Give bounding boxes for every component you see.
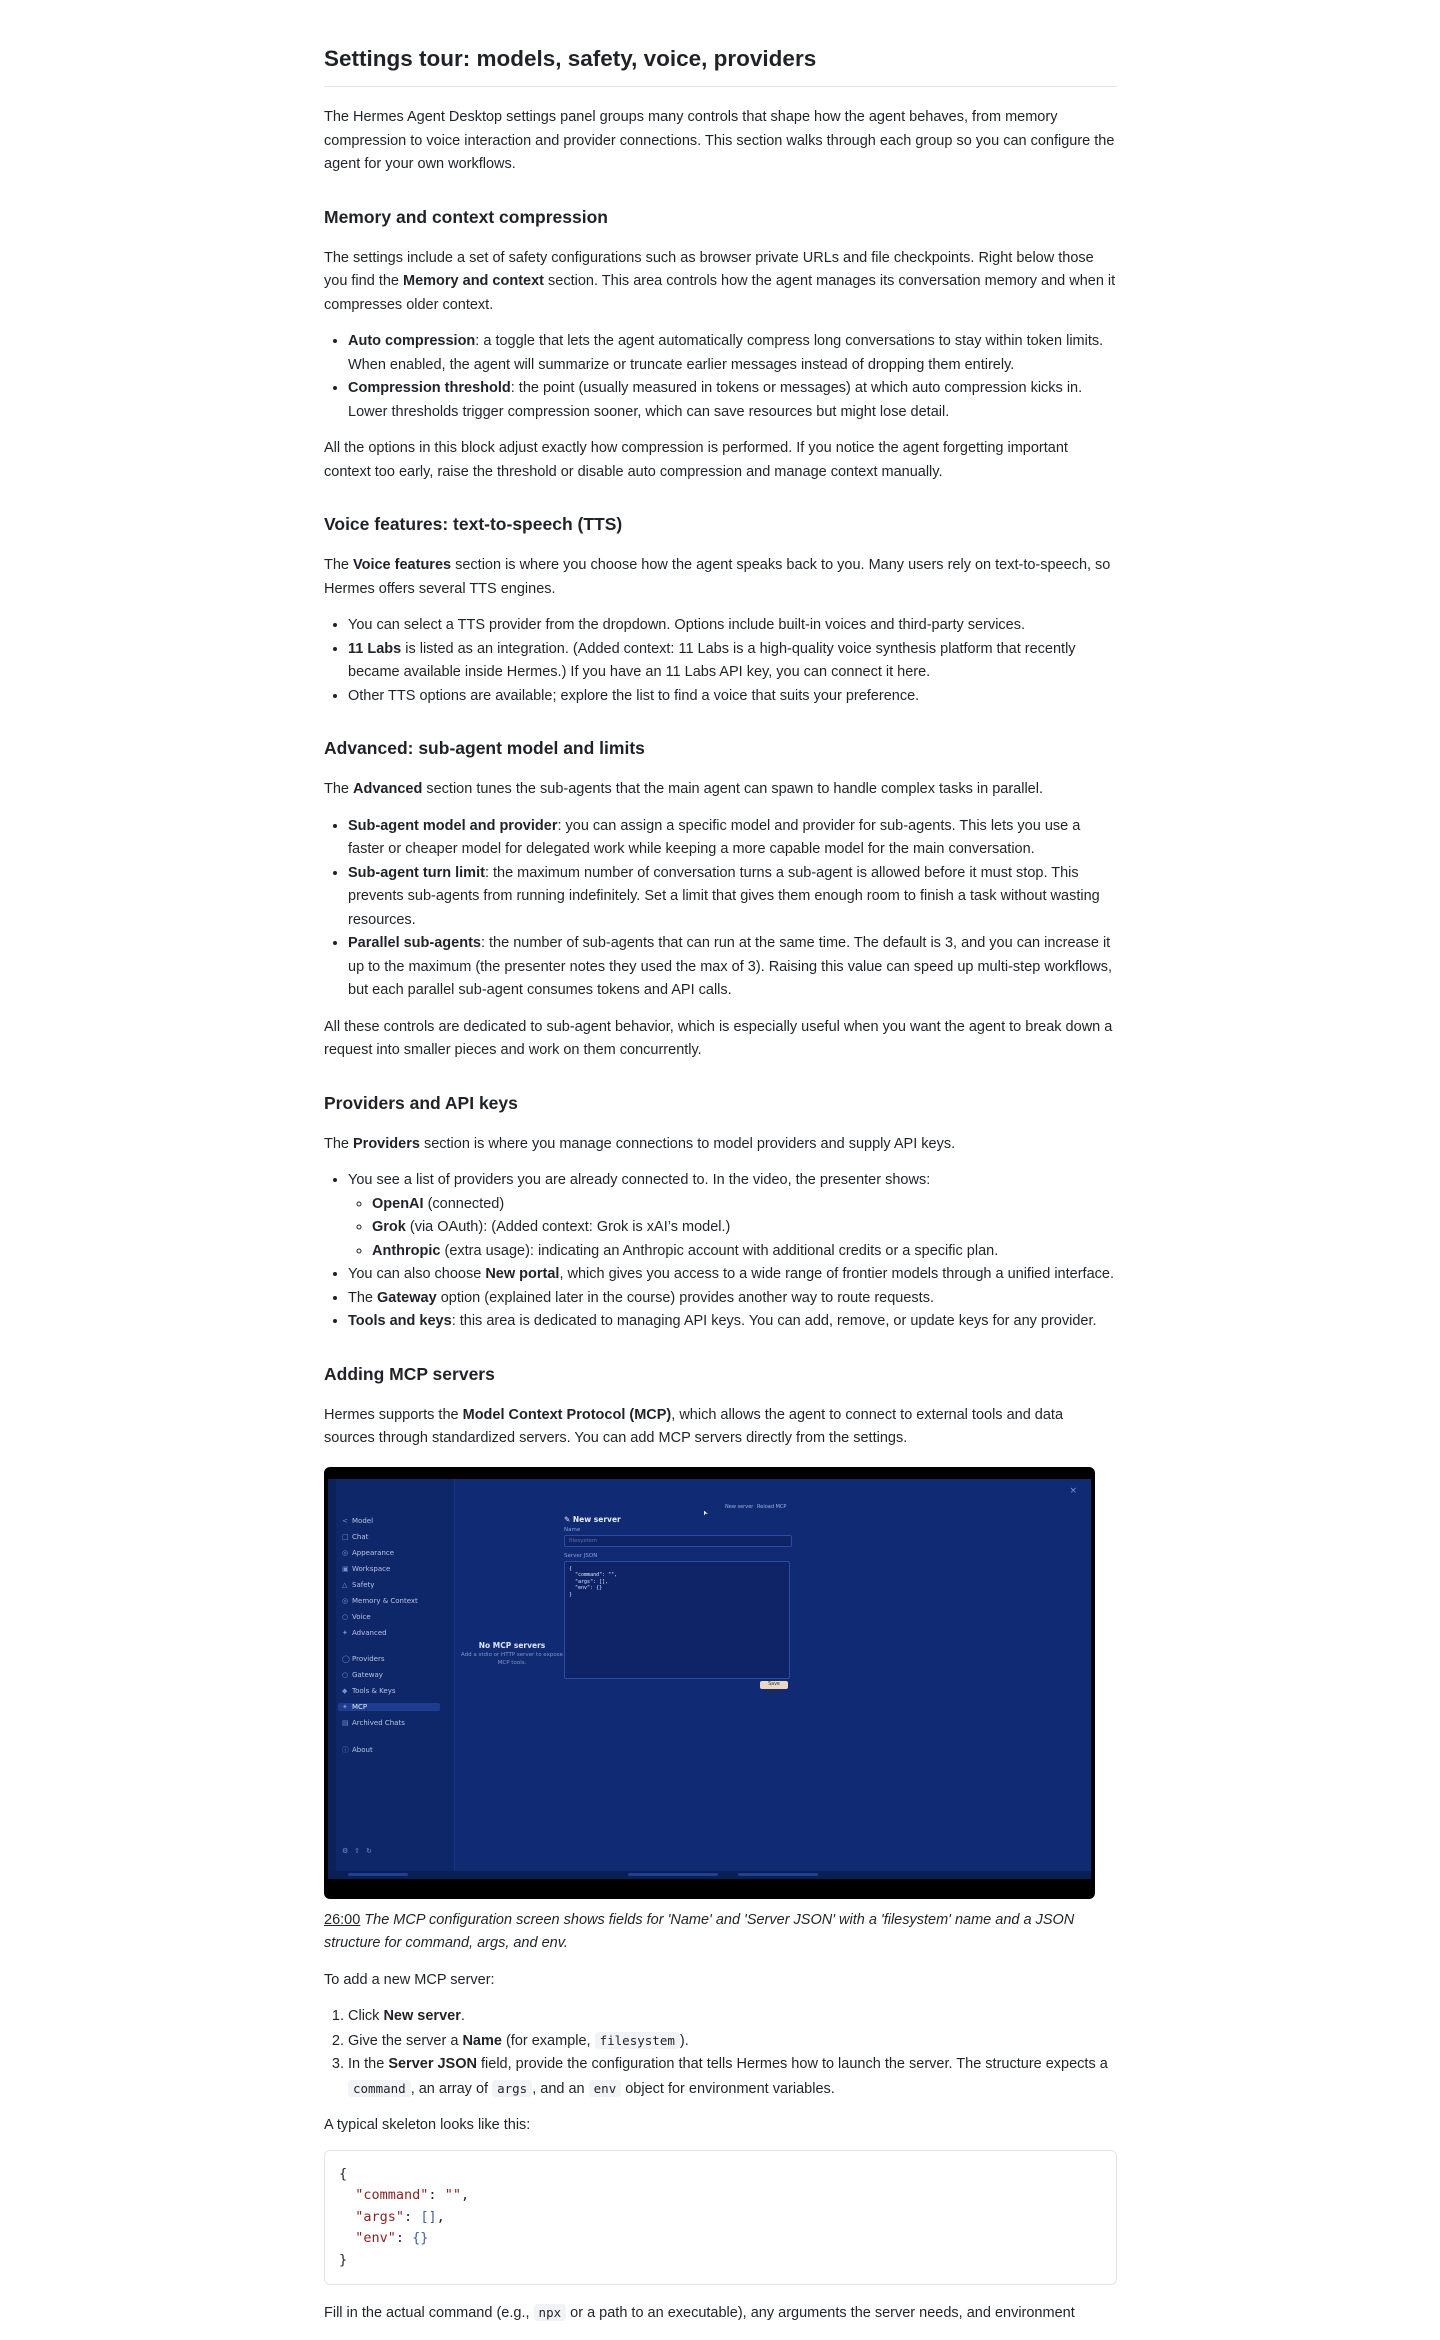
sidebar-item-about[interactable]: ⓘ About (342, 1745, 373, 1754)
advanced-heading: Advanced: sub-agent model and limits (324, 738, 645, 758)
key-icon: ◆ (342, 1686, 348, 1695)
code-block (324, 2150, 1117, 2286)
providers-paragraph: The Providers section is where you manage connections to model providers and supply API keys. (324, 1135, 956, 1152)
final-paragraph: Fill in the actual command (e.g., npx or a path to an executable), any arguments the server needs, and environment (324, 2305, 1075, 2321)
name-field[interactable]: filesystem (564, 1535, 792, 1547)
refresh-icon[interactable]: ↻ (366, 1846, 372, 1855)
sidebar-item-tools-keys[interactable]: ◆ Tools & Keys (342, 1686, 396, 1695)
info-icon: ⓘ (342, 1745, 349, 1754)
video-screenshot[interactable] (324, 1467, 1095, 1899)
app-screen (328, 1479, 1091, 1879)
steps-intro: To add a new MCP server: (324, 1971, 495, 1988)
advanced-summary: All these controls are dedicated to sub-agent behavior, which is especially useful when you want the agent to break down a request into smaller pieces and work on them concurrently. (324, 1018, 1113, 1058)
plug-icon: ◯ (342, 1654, 350, 1663)
mouse-cursor-icon (704, 1511, 708, 1516)
save-server-button[interactable]: Save server (760, 1681, 788, 1689)
monitor-icon: ▣ (342, 1564, 349, 1573)
list-item: • You can select a TTS provider from the dropdown. Options include built-in voices and third-party services. (348, 614, 1117, 638)
providers-heading: Providers and API keys (324, 1092, 518, 1113)
mcp-heading: Adding MCP servers (324, 1363, 495, 1384)
list-item: • Other TTS options are available; explore the list to find a voice that suits your preference. (348, 685, 1117, 709)
list-item: • Sub-agent model and provider: you can assign a specific model and provider for sub-agents. This lets you use a faster or cheaper model for delegated work while keeping a more capable model for the main conversation. (348, 815, 1117, 862)
upload-icon[interactable]: ⇧ (354, 1846, 360, 1855)
sidebar-item-model[interactable]: < Model (342, 1516, 374, 1525)
sidebar-item-appearance[interactable]: ◎ Appearance (342, 1548, 395, 1557)
memory-heading: Memory and context compression (324, 206, 608, 227)
sidebar-item-providers[interactable]: ◯ Providers (342, 1654, 385, 1663)
providers-list (324, 1169, 1117, 1334)
memory-summary: All the options in this block adjust exactly how compression is performed. If you notice the agent forgetting important context too early, raise the threshold or disable auto compression and manage context manually. (324, 440, 1068, 480)
shield-icon: △ (342, 1580, 348, 1589)
code-text: { "command": "", "args": [], "env": {} } (339, 2165, 470, 2268)
sidebar-item-voice[interactable]: ○ Voice (342, 1612, 371, 1621)
status-bar (328, 1871, 1091, 1879)
timestamp-link[interactable]: 26:00 (324, 1911, 361, 1928)
archive-icon: ▤ (342, 1718, 349, 1727)
list-item: • Parallel sub-agents: the number of sub-agents that can run at the same time. The default is 3, and you can increase it up to the maximum (the presenter notes they used the max of 3). Raising this value can speed up multi-step workflows, but each parallel sub-agent consumes tokens and API calls. (348, 932, 1117, 1003)
sidebar-item-chat[interactable]: □ Chat (342, 1532, 369, 1541)
palette-icon: ◎ (342, 1548, 349, 1557)
advanced-list (324, 815, 1117, 1003)
chat-icon: □ (342, 1532, 349, 1541)
list-item: • Sub-agent turn limit: the maximum number of conversation turns a sub-agent is allowed before it must stop. This prevents sub-agents from running indefinitely. Set a limit that gives them enough room to finish a task without wasting resources. (348, 862, 1117, 933)
article (324, 0, 1117, 2326)
voice-list (324, 614, 1117, 708)
model-icon: < (342, 1516, 348, 1525)
reload-mcp-button[interactable]: Reload MCP (757, 1503, 787, 1510)
sidebar-item-archived[interactable]: ▤ Archived Chats (342, 1718, 405, 1727)
server-json-label: Server JSON (564, 1552, 598, 1559)
close-icon[interactable]: × (1069, 1485, 1077, 1496)
empty-state-title: No MCP servers (478, 1640, 546, 1650)
memory-list (324, 330, 1117, 424)
wrench-icon: ✎ (564, 1514, 573, 1524)
sidebar-item-gateway[interactable]: ○ Gateway (342, 1670, 383, 1679)
list-item: • Auto compression: a toggle that lets the agent automatically compress long conversations to stay within token limits. When enabled, the agent will summarize or truncate earlier messages instead of dropping them entirely. (348, 330, 1117, 377)
voice-heading: Voice features: text-to-speech (TTS) (324, 514, 623, 534)
empty-state-subtitle: Add a stdio or HTTP server to expose MCP tools. (461, 1651, 563, 1666)
memory-paragraph: The settings include a set of safety configurations such as browser private URLs and file checkpoints. Right below those you find the Memory and context section. This area controls how the agent manages its conversation memory and when it compresses older context. (324, 249, 1116, 313)
mic-icon: ○ (342, 1612, 349, 1621)
server-json-field[interactable] (564, 1561, 790, 1679)
voice-paragraph: The Voice features section is where you choose how the agent speaks back to you. Many users rely on text-to-speech, so Hermes offers several TTS engines. (324, 557, 1111, 597)
sidebar-item-advanced[interactable]: ✦ Advanced (342, 1628, 387, 1637)
gateway-icon: ○ (342, 1670, 349, 1679)
advanced-paragraph: The Advanced section tunes the sub-agents that the main agent can spawn to handle complex tasks in parallel. (324, 781, 1043, 797)
list-item: • You can also choose New portal, which gives you access to a wide range of frontier models through a unified interface. (348, 1263, 1117, 1287)
list-item: • Tools and keys: this area is dedicated to managing API keys. You can add, remove, or update keys for any provider. (348, 1310, 1117, 1334)
mcp-icon: ✦ (342, 1702, 348, 1711)
mcp-paragraph: Hermes supports the Model Context Protocol (MCP), which allows the agent to connect to external tools and data sources through standardized servers. You can add MCP servers directly from the settings. (324, 1406, 1064, 1446)
sidebar-item-safety[interactable]: △ Safety (342, 1580, 375, 1589)
server-json-text: { "command": "", "args": [], "env": {} } (569, 1565, 618, 1598)
name-label: Name (564, 1526, 581, 1533)
skeleton-intro: A typical skeleton looks like this: (324, 2117, 531, 2133)
list-item: • 11 Labs is listed as an integration. (Added context: 11 Labs is a high-quality voice synthesis platform that recently became available inside Hermes.) If you have an 11 Labs API key, you can connect it here. (348, 638, 1117, 685)
list-item: ◦ Anthropic (extra usage): indicating an Anthropic account with additional credits or a specific plan. (372, 1240, 1117, 1264)
sidebar-item-memory[interactable]: ◎ Memory & Context (342, 1596, 418, 1605)
list-item: ◦ OpenAI (connected) (372, 1193, 1117, 1217)
steps-list (324, 2005, 1117, 2101)
list-item: 3. In the Server JSON field, provide the configuration that tells Hermes how to launch the server. The structure expects a command , an array of args , and an env object for environment variables. (348, 2053, 1117, 2101)
list-item: • Compression threshold: the point (usually measured in tokens or messages) at which auto compression kicks in. Lower thresholds trigger compression sooner, which can save resources but might lose detail. (348, 377, 1117, 424)
list-item: 1. Click New server. (348, 2005, 1117, 2029)
memory-icon: ◎ (342, 1596, 349, 1605)
sidebar-item-workspace[interactable]: ▣ Workspace (342, 1564, 391, 1573)
settings-icon[interactable]: ⚙ (342, 1846, 349, 1855)
list-item: • The Gateway option (explained later in the course) provides another way to route requests. (348, 1287, 1117, 1311)
settings-sidebar (328, 1479, 455, 1879)
page-title: Settings tour: models, safety, voice, providers (324, 44, 1117, 87)
new-server-panel-title: ✎ New server (564, 1514, 621, 1524)
intro-paragraph: The Hermes Agent Desktop settings panel groups many controls that shape how the agent behaves, from memory compression to voice interaction and provider connections. This section walks through each group so you can configure the agent for your own workflows. (324, 109, 1115, 172)
figure-caption: 26:00 The MCP configuration screen shows fields for 'Name' and 'Server JSON' with a 'filesystem' name and a JSON structure for command, args, and env. (324, 1911, 1075, 1951)
list-item: 2. Give the server a Name (for example, filesystem ). (348, 2029, 1117, 2054)
sidebar-item-mcp[interactable]: ✦ MCP (338, 1703, 440, 1711)
list-item: • You see a list of providers you are already connected to. In the video, the presenter shows: ◦ OpenAI (connected) ◦ Grok (via OAuth): (Added context: Grok is xAI’s model.) ◦ Anthropic (extra usage): indicating an Anthropic account with additional credits or a specific plan. (348, 1169, 1117, 1263)
wrench-icon: ✦ (342, 1628, 348, 1637)
new-server-button[interactable]: New server (725, 1503, 754, 1510)
list-item: ◦ Grok (via OAuth): (Added context: Grok is xAI’s model.) (372, 1216, 1117, 1240)
provider-sublist (348, 1193, 1117, 1264)
